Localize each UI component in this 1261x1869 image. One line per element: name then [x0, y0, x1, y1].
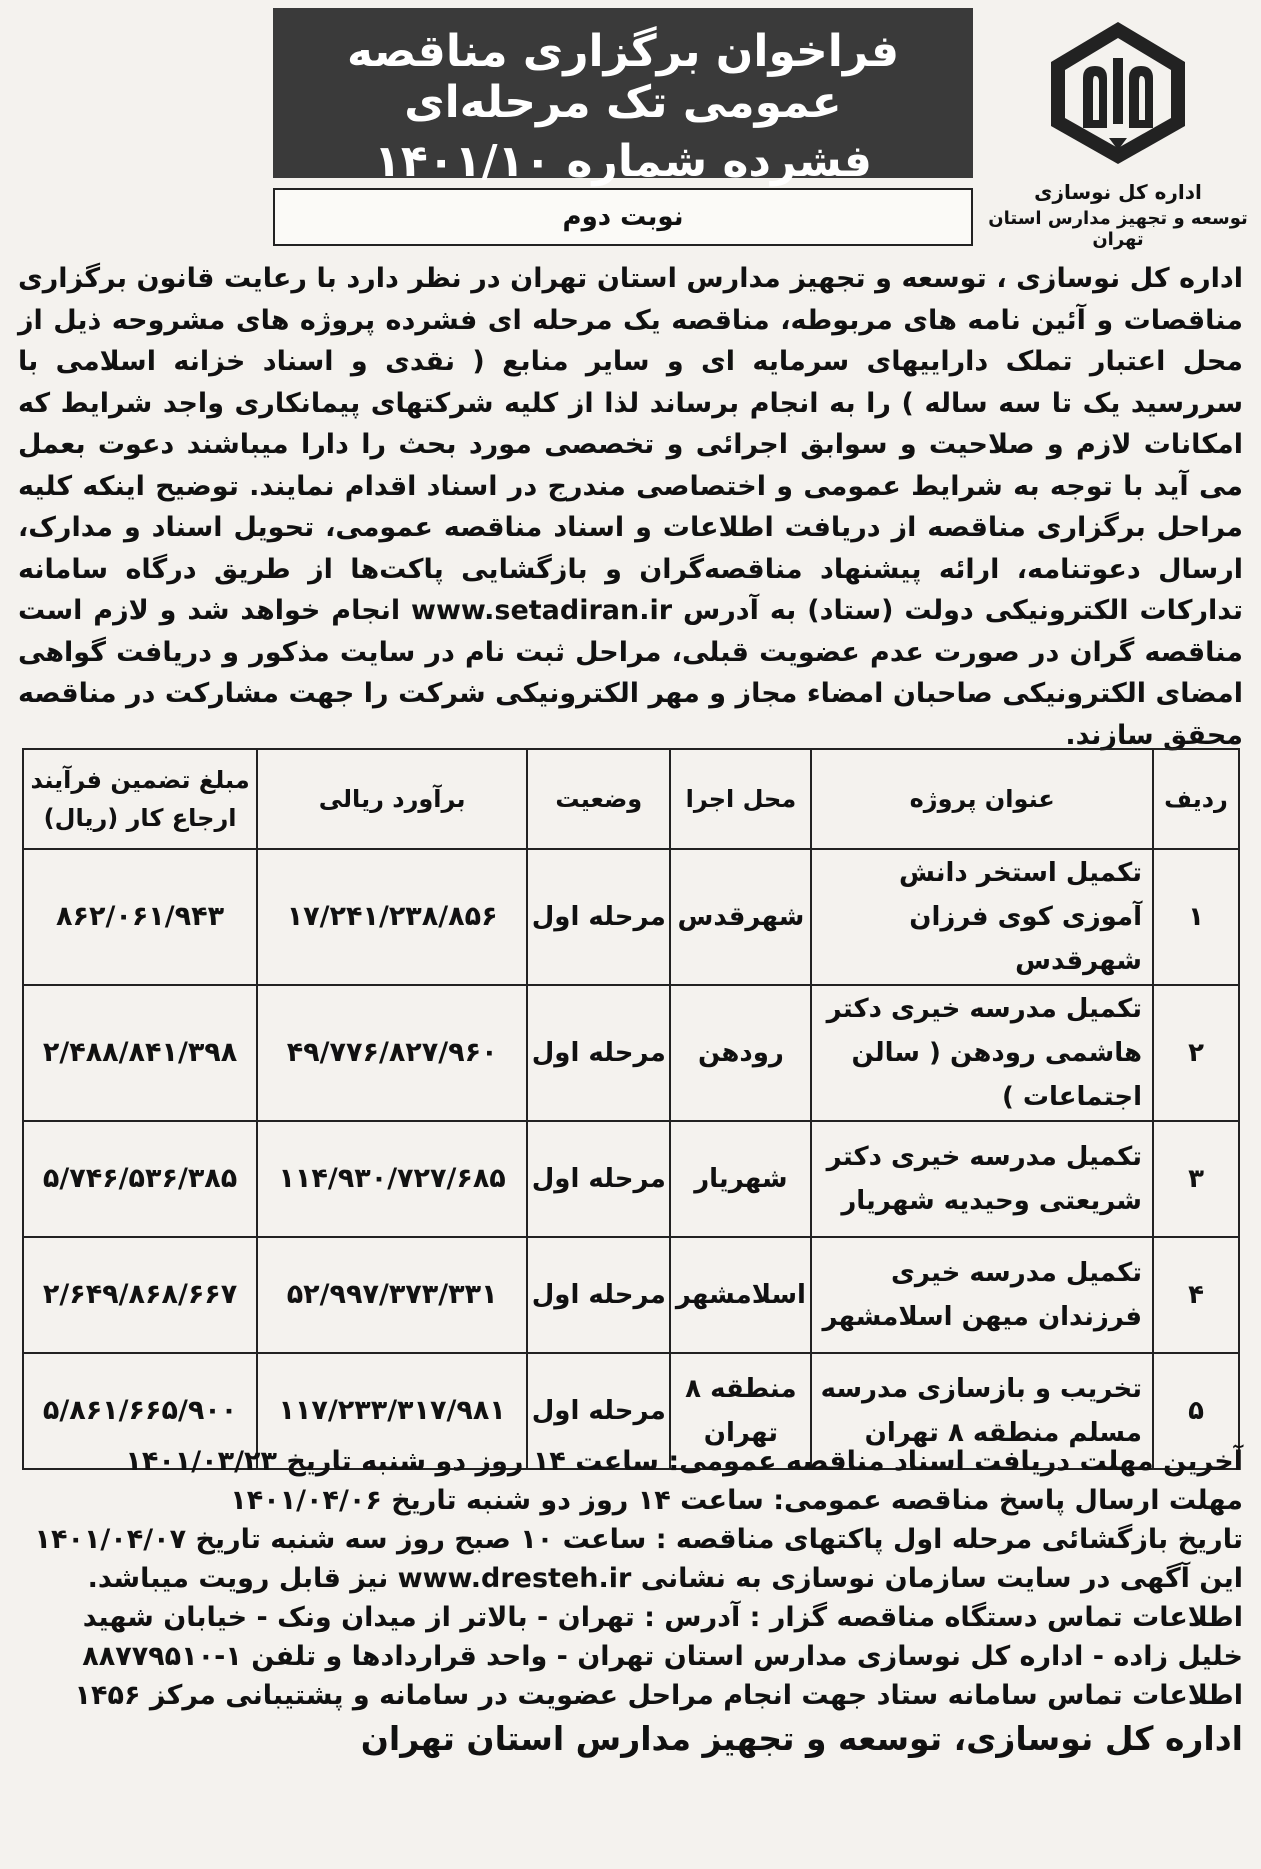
project-location: شهرقدس	[670, 849, 811, 985]
table-row	[23, 1121, 1239, 1237]
project-location: شهریار	[670, 1121, 811, 1237]
round-label: نوبت دوم	[273, 188, 973, 246]
project-guarantee: ۲/۶۴۹/۸۶۸/۶۶۷	[23, 1237, 257, 1353]
table-row	[23, 985, 1239, 1121]
header-row-number: ردیف	[1153, 749, 1239, 849]
project-title: تکمیل مدرسه خیری دکتر هاشمی رودهن ( سالن اجتماعات )	[811, 985, 1153, 1121]
opening-date: تاریخ بازگشائی مرحله اول پاکتهای مناقصه : ساعت ۱۰ صبح روز سه شنبه تاریخ ۱۴۰۱/۰۴/۰۷	[34, 1524, 1243, 1555]
header-guarantee: مبلغ تضمین فرآیند ارجاع کار (ریال)	[23, 749, 257, 849]
website-note: این آگهی در سایت سازمان نوسازی به نشانی www.dresteh.ir نیز قابل رویت میباشد.	[87, 1563, 1243, 1594]
row-number: ۱	[1153, 849, 1239, 985]
row-number: ۲	[1153, 985, 1239, 1121]
project-location: رودهن	[670, 985, 811, 1121]
project-guarantee: ۸۶۲/۰۶۱/۹۴۳	[23, 849, 257, 985]
table-header-row	[23, 749, 1239, 849]
project-status: مرحله اول	[527, 1121, 670, 1237]
project-estimate: ۱۱۴/۹۳۰/۷۲۷/۶۸۵	[257, 1121, 527, 1237]
tender-number: فشرده شماره ۱۴۰۱/۱۰	[374, 136, 872, 187]
project-estimate: ۱۷/۲۴۱/۲۳۸/۸۵۶	[257, 849, 527, 985]
setad-contact: اطلاعات تماس سامانه ستاد جهت انجام مراحل عضویت در سامانه و پشتیبانی مرکز ۱۴۵۶	[74, 1680, 1243, 1711]
project-estimate: ۵۲/۹۹۷/۳۷۳/۳۳۱	[257, 1237, 527, 1353]
project-title: تکمیل مدرسه خیری دکتر شریعتی وحیدیه شهریار	[811, 1121, 1153, 1237]
project-title: تخریب و بازسازی مدرسه مسلم منطقه ۸ تهران	[811, 1353, 1153, 1469]
project-title: تکمیل استخر دانش آموزی کوی فرزان شهرقدس	[811, 849, 1153, 985]
table-row	[23, 849, 1239, 985]
closing-signature: اداره کل نوسازی، توسعه و تجهیز مدارس استان تهران	[360, 1719, 1243, 1758]
row-number: ۳	[1153, 1121, 1239, 1237]
project-estimate: ۴۹/۷۷۶/۸۲۷/۹۶۰	[257, 985, 527, 1121]
org-name-line2: توسعه و تجهیز مدارس استان تهران	[988, 208, 1248, 250]
project-status: مرحله اول	[527, 985, 670, 1121]
intro-paragraph: اداره کل نوسازی ، توسعه و تجهیز مدارس استان تهران در نظر دارد با رعایت قانون برگزاری مناقصات و آئین نامه های مربوطه، مناقصه یک مرحله ای فشرده پروژه های مشروحه ذیل از محل اعتبار تملک داراییهای سرمایه ای و سایر منابع ( نقدی و اسناد خزانه اسلامی با سررسید یک تا سه ساله ) را به انجام برساند لذا از کلیه شرکتهای پیمانکاری واجد شرایط که امکانات لازم و صلاحیت و سوابق اجرائی و تخصصی مورد بحث را دارا میباشند دعوت بعمل می آید با توجه به شرایط عمومی و اختصاصی مندرج در اسناد اقدام نمایند. توضیح اینکه کلیه مراحل برگزاری مناقصه از دریافت اطلاعات و اسناد مناقصه عمومی، تحویل اسناد و مدارک، ارسال دعوتنامه، ارائه پیشنهاد مناقصه‌گران و بازگشایی پاکت‌ها از طریق درگاه سامانه تدارکات الکترونیکی دولت (ستاد) به آدرس www.setadiran.ir انجام خواهد شد و لازم است مناقصه گران در صورت عدم عضویت قبلی، مراحل ثبت نام در سایت مذکور و دریافت گواهی امضای الکترونیکی صاحبان امضاء مجاز و مهر الکترونیکی شرکت را جهت مشارکت در مناقصه محقق سازند.	[18, 263, 1243, 751]
header-status: وضعیت	[527, 749, 670, 849]
project-status: مرحله اول	[527, 1353, 670, 1469]
project-guarantee: ۵/۷۴۶/۵۳۶/۳۸۵	[23, 1121, 257, 1237]
title-banner	[273, 8, 973, 187]
project-guarantee: ۲/۴۸۸/۸۴۱/۳۹۸	[23, 985, 257, 1121]
organization-logo-icon	[1043, 18, 1193, 168]
org-name-line1: اداره کل نوسازی	[1034, 180, 1202, 204]
table-row	[23, 1237, 1239, 1353]
project-guarantee: ۵/۸۶۱/۶۶۵/۹۰۰	[23, 1353, 257, 1469]
project-status: مرحله اول	[527, 1237, 670, 1353]
header-project-title: عنوان پروژه	[811, 749, 1153, 849]
project-location: اسلامشهر	[670, 1237, 811, 1353]
project-status: مرحله اول	[527, 849, 670, 985]
row-number: ۴	[1153, 1237, 1239, 1353]
project-location: منطقه ۸ تهران	[670, 1353, 811, 1469]
projects-table	[22, 748, 1240, 1470]
project-estimate: ۱۱۷/۲۳۳/۳۱۷/۹۸۱	[257, 1353, 527, 1469]
page-title: فراخوان برگزاری مناقصه عمومی تک مرحله‌ای	[347, 26, 899, 128]
row-number: ۵	[1153, 1353, 1239, 1469]
header	[12, 8, 1249, 248]
header-location: محل اجرا	[670, 749, 811, 849]
contact-info: اطلاعات تماس دستگاه مناقصه گزار : آدرس : تهران - بالاتر از میدان ونک - خیابان شهید خلیل زاده - اداره کل نوسازی مدارس استان تهران - واحد قراردادها و تلفن ۱-۸۸۷۷۹۵۱۰	[82, 1602, 1243, 1672]
organization-block	[987, 8, 1249, 248]
docs-deadline: آخرین مهلت دریافت اسناد مناقصه عمومی: ساعت ۱۴ روز دو شنبه تاریخ ۱۴۰۱/۰۳/۲۳	[125, 1446, 1243, 1477]
submission-deadline: مهلت ارسال پاسخ مناقصه عمومی: ساعت ۱۴ روز دو شنبه تاریخ ۱۴۰۱/۰۴/۰۶	[230, 1485, 1243, 1516]
footer-info	[18, 1442, 1243, 1758]
project-title: تکمیل مدرسه خیری فرزندان میهن اسلامشهر	[811, 1237, 1153, 1353]
header-estimate: برآورد ریالی	[257, 749, 527, 849]
